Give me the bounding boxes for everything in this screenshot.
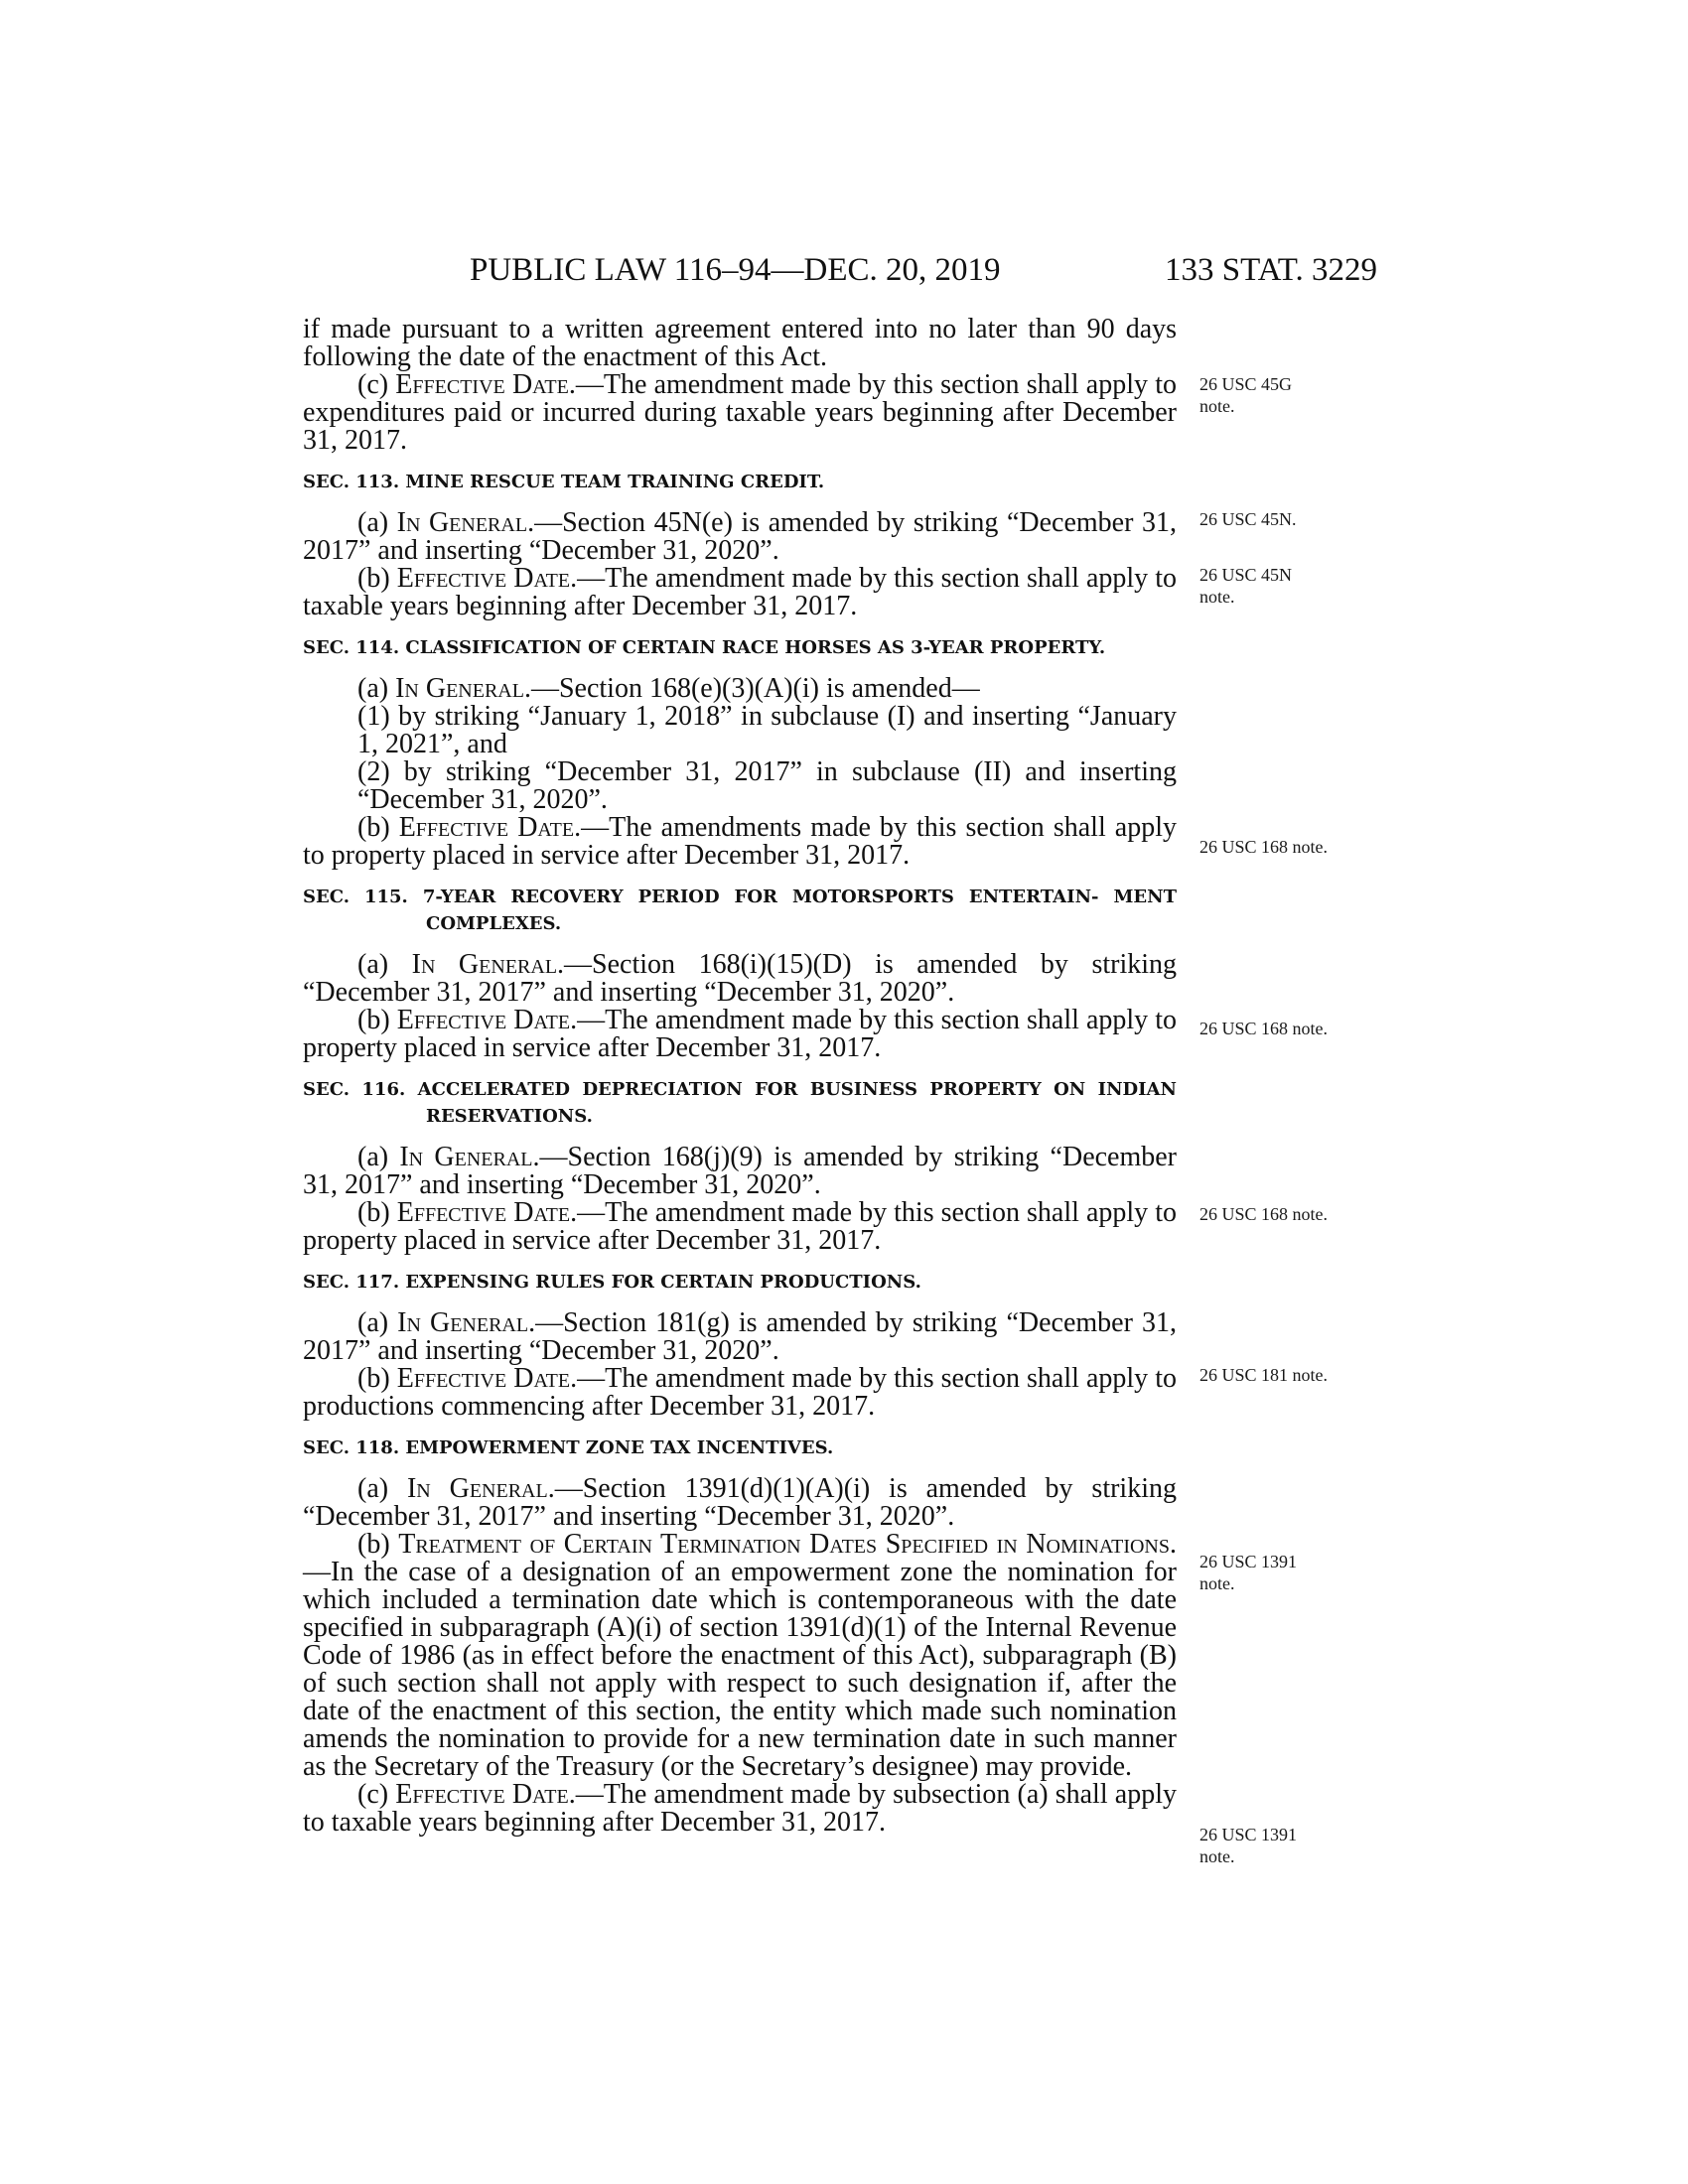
- subsection-112-c: (c) Effective Date.—The amendment made by this section shall apply to expenditures paid or incurred during taxable years beginning after December 31, 2017.: [303, 369, 1178, 456]
- running-head-title: PUBLIC LAW 116–94—DEC. 20, 2019: [470, 252, 1001, 288]
- subsection-115-b: (b) Effective Date.—The amendment made by this section shall apply to property placed in service after December 31, 2017.: [303, 1005, 1178, 1063]
- continued-line: if made pursuant to a written agreement entered into no later than 90 days following the date of the enactment of this Act.: [303, 314, 1178, 372]
- margin-note: 26 USC 45N.: [1199, 509, 1297, 529]
- subsection-117-a: (a) In General.—Section 181(g) is amended by striking “December 31, 2017” and inserting “December 31, 2020”.: [303, 1307, 1177, 1366]
- margin-note: 26 USC 181 note.: [1199, 1365, 1329, 1385]
- margin-note: 26 USC 1391 note.: [1199, 1825, 1298, 1866]
- subsection-118-c: (c) Effective Date.—The amendment made by subsection (a) shall apply to taxable years beginning after December 31, 2017.: [303, 1779, 1177, 1838]
- section-heading-113: SEC. 113. MINE RESCUE TEAM TRAINING CREDIT.: [303, 472, 825, 492]
- margin-note: 26 USC 45G note.: [1199, 374, 1293, 416]
- section-heading-114: SEC. 114. CLASSIFICATION OF CERTAIN RACE HORSES AS 3-YEAR PROPERTY.: [303, 637, 1106, 658]
- subsection-118-a: (a) In General.—Section 1391(d)(1)(A)(i) is amended by striking “December 31, 2017” and inserting “December 31, 2020”.: [303, 1473, 1177, 1532]
- margin-note: 26 USC 168 note.: [1199, 837, 1329, 857]
- page-citation: 133 STAT. 3229: [1164, 252, 1377, 288]
- section-heading-115: SEC. 115. 7-YEAR RECOVERY PERIOD FOR MOTORSPORTS ENTERTAIN- MENT COMPLEXES.: [303, 887, 1177, 934]
- margin-note: 26 USC 168 note.: [1199, 1204, 1329, 1224]
- subsection-113-a: (a) In General.—Section 45N(e) is amended by striking “December 31, 2017” and inserting “December 31, 2020”.: [303, 507, 1177, 566]
- paragraph-114-a-1: (1) by striking “January 1, 2018” in subclause (I) and inserting “January 1, 2021”, and: [357, 701, 1177, 759]
- subsection-115-a: (a) In General.—Section 168(i)(15)(D) is amended by striking “December 31, 2017” and inserting “December 31, 2020”.: [303, 949, 1177, 1008]
- subsection-116-b: (b) Effective Date.—The amendment made by this section shall apply to property placed in service after December 31, 2017.: [303, 1197, 1178, 1256]
- subsection-117-b: (b) Effective Date.—The amendment made by this section shall apply to productions commencing after December 31, 2017.: [303, 1363, 1178, 1422]
- paragraph-114-a-2: (2) by striking “December 31, 2017” in subclause (II) and inserting “December 31, 2020”.: [357, 756, 1177, 815]
- section-heading-117: SEC. 117. EXPENSING RULES FOR CERTAIN PRODUCTIONS.: [303, 1272, 921, 1293]
- margin-note: 26 USC 45N note.: [1199, 565, 1293, 607]
- section-heading-118: SEC. 118. EMPOWERMENT ZONE TAX INCENTIVES.: [303, 1437, 834, 1458]
- section-heading-116: SEC. 116. ACCELERATED DEPRECIATION FOR BUSINESS PROPERTY ON INDIAN RESERVATIONS.: [303, 1079, 1177, 1127]
- text-column: [303, 316, 1177, 1837]
- running-head: [303, 252, 1377, 292]
- subsection-114-a: (a) In General.—Section 168(e)(3)(A)(i) is amended—: [357, 673, 980, 704]
- subsection-118-b: (b) Treatment of Certain Termination Dates Specified in Nominations.—In the case of a designation of an empowerment zone the nomination for which included a termination date which is contemporaneous with the date specified in subparagraph (A)(i) of section 1391(d)(1) of the Internal Revenue Code of 1986 (as in effect before the enactment of this Act), subparagraph (B) of such section shall not apply with respect to such designation if, after the date of the enactment of this section, the entity which made such nomination amends the nomination to provide for a new termination date in such manner as the Secretary of the Treasury (or the Secretary’s designee) may provide.: [303, 1529, 1177, 1782]
- margin-note: 26 USC 1391 note.: [1199, 1552, 1298, 1593]
- subsection-113-b: (b) Effective Date.—The amendment made by this section shall apply to taxable years beginning after December 31, 2017.: [303, 563, 1178, 621]
- subsection-114-b: (b) Effective Date.—The amendments made by this section shall apply to property placed in service after December 31, 2017.: [303, 812, 1177, 871]
- margin-note: 26 USC 168 note.: [1199, 1019, 1329, 1038]
- subsection-116-a: (a) In General.—Section 168(j)(9) is amended by striking “December 31, 2017” and inserting “December 31, 2020”.: [303, 1142, 1178, 1200]
